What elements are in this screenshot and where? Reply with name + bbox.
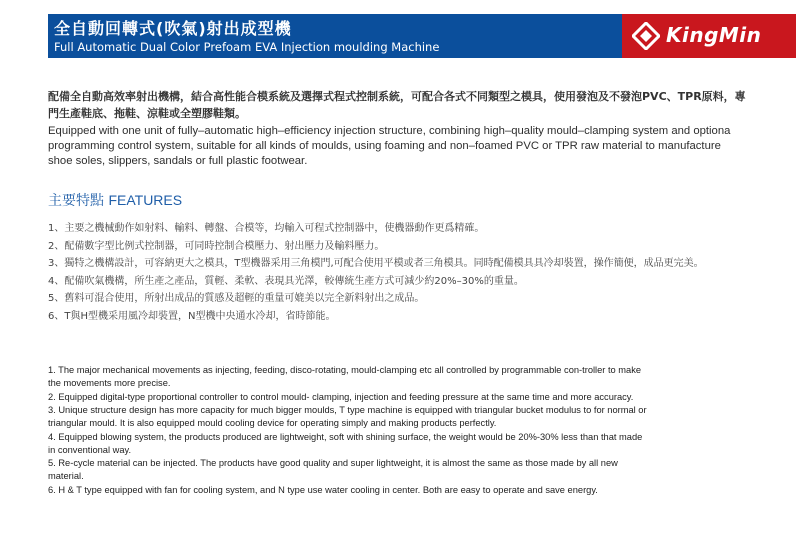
list-item: 2. Equipped digital-type proportional controller to control mould- clamping, injection and feeding pressure at the same time and more accuracy.: [48, 391, 634, 402]
features-heading: [48, 190, 182, 210]
page-title-en: Full Automatic Dual Color Prefoam EVA Injection moulding Machine: [54, 40, 440, 54]
features-heading-en: FEATURES: [108, 192, 183, 208]
intro-en: Equipped with one unit of fully–automatic high–efficiency injection structure, combining high–quality mould–clamping system and optiona programming control system, suitable for all kinds of moulds, using foaming and non–foamed PVC or TPR raw material to manufacture shoe soles, slippers, sandals or full plastic footwear.: [48, 125, 731, 167]
features-heading-zh: 主要特點: [48, 193, 104, 209]
list-item: 1. The major mechanical movements as injecting, feeding, disco-rotating, mould-clamping etc all controlled by programmable con-troller to make the movements more precise.: [48, 365, 642, 388]
list-item: 6. H & T type equipped with fan for cooling system, and N type use water cooling in center. Both are easy to operate and save energy.: [48, 484, 598, 495]
features-list-zh: [48, 220, 758, 325]
logo: [622, 14, 796, 58]
list-item: 3、獨特之機構設計，可容納更大之模具，T型機器采用三角模門,可配合使用平模或者三角模具。同時配備模具具冷却裝置，操作簡便，成品更完美。: [48, 258, 704, 269]
list-item: 4. Equipped blowing system, the products produced are lightweight, soft with shining surface, the weight would be 20%-30% less than that made in conventional way.: [48, 431, 643, 455]
header: [0, 0, 800, 64]
page-title-zh: 全自動回轉式(吹氣)射出成型機: [54, 19, 292, 38]
intro-zh: 配備全自動高效率射出機構，結合高性能合模系統及選擇式程式控制系統，可配合各式不同類型之模具，使用發泡及不發泡PVC、TPR原料，專門生產鞋底、拖鞋、涼鞋或全塑膠鞋類。: [48, 90, 746, 120]
diamond-logo-icon: [632, 22, 660, 50]
features-list-en: [48, 364, 648, 497]
list-item: 2、配備數字型比例式控制器，可同時控制合模壓力、射出壓力及輸料壓力。: [48, 240, 385, 252]
list-item: 6、T與H型機采用風冷却裝置，N型機中央通水冷却，省時節能。: [48, 310, 336, 322]
list-item: 3. Unique structure design has more capacity for much bigger moulds, T type machine is equipped with triangular bucket modulus to for normal or triangular mould. It is also equipped mould cooling device for operating simply and making products perfectly.: [48, 405, 647, 428]
logo-text: KingMin: [666, 23, 762, 47]
list-item: 4、配備吹氣機構，所生產之產品，質輕、柔軟、表現具光澤，較傳統生產方式可減少約20%–30%的重量。: [48, 275, 524, 287]
list-item: 1、主要之機械動作如射料、輸料、轉盤、合模等，均輸入可程式控制器中，使機器動作更爲精確。: [48, 223, 485, 234]
list-item: 5. Re-cycle material can be injected. The products have good quality and super lightweight, it is almost the same as those made by all new material.: [48, 458, 618, 481]
list-item: 5、舊料可混合使用，所射出成品的質感及超輕的重量可媲美以完全新料射出之成品。: [48, 293, 425, 304]
